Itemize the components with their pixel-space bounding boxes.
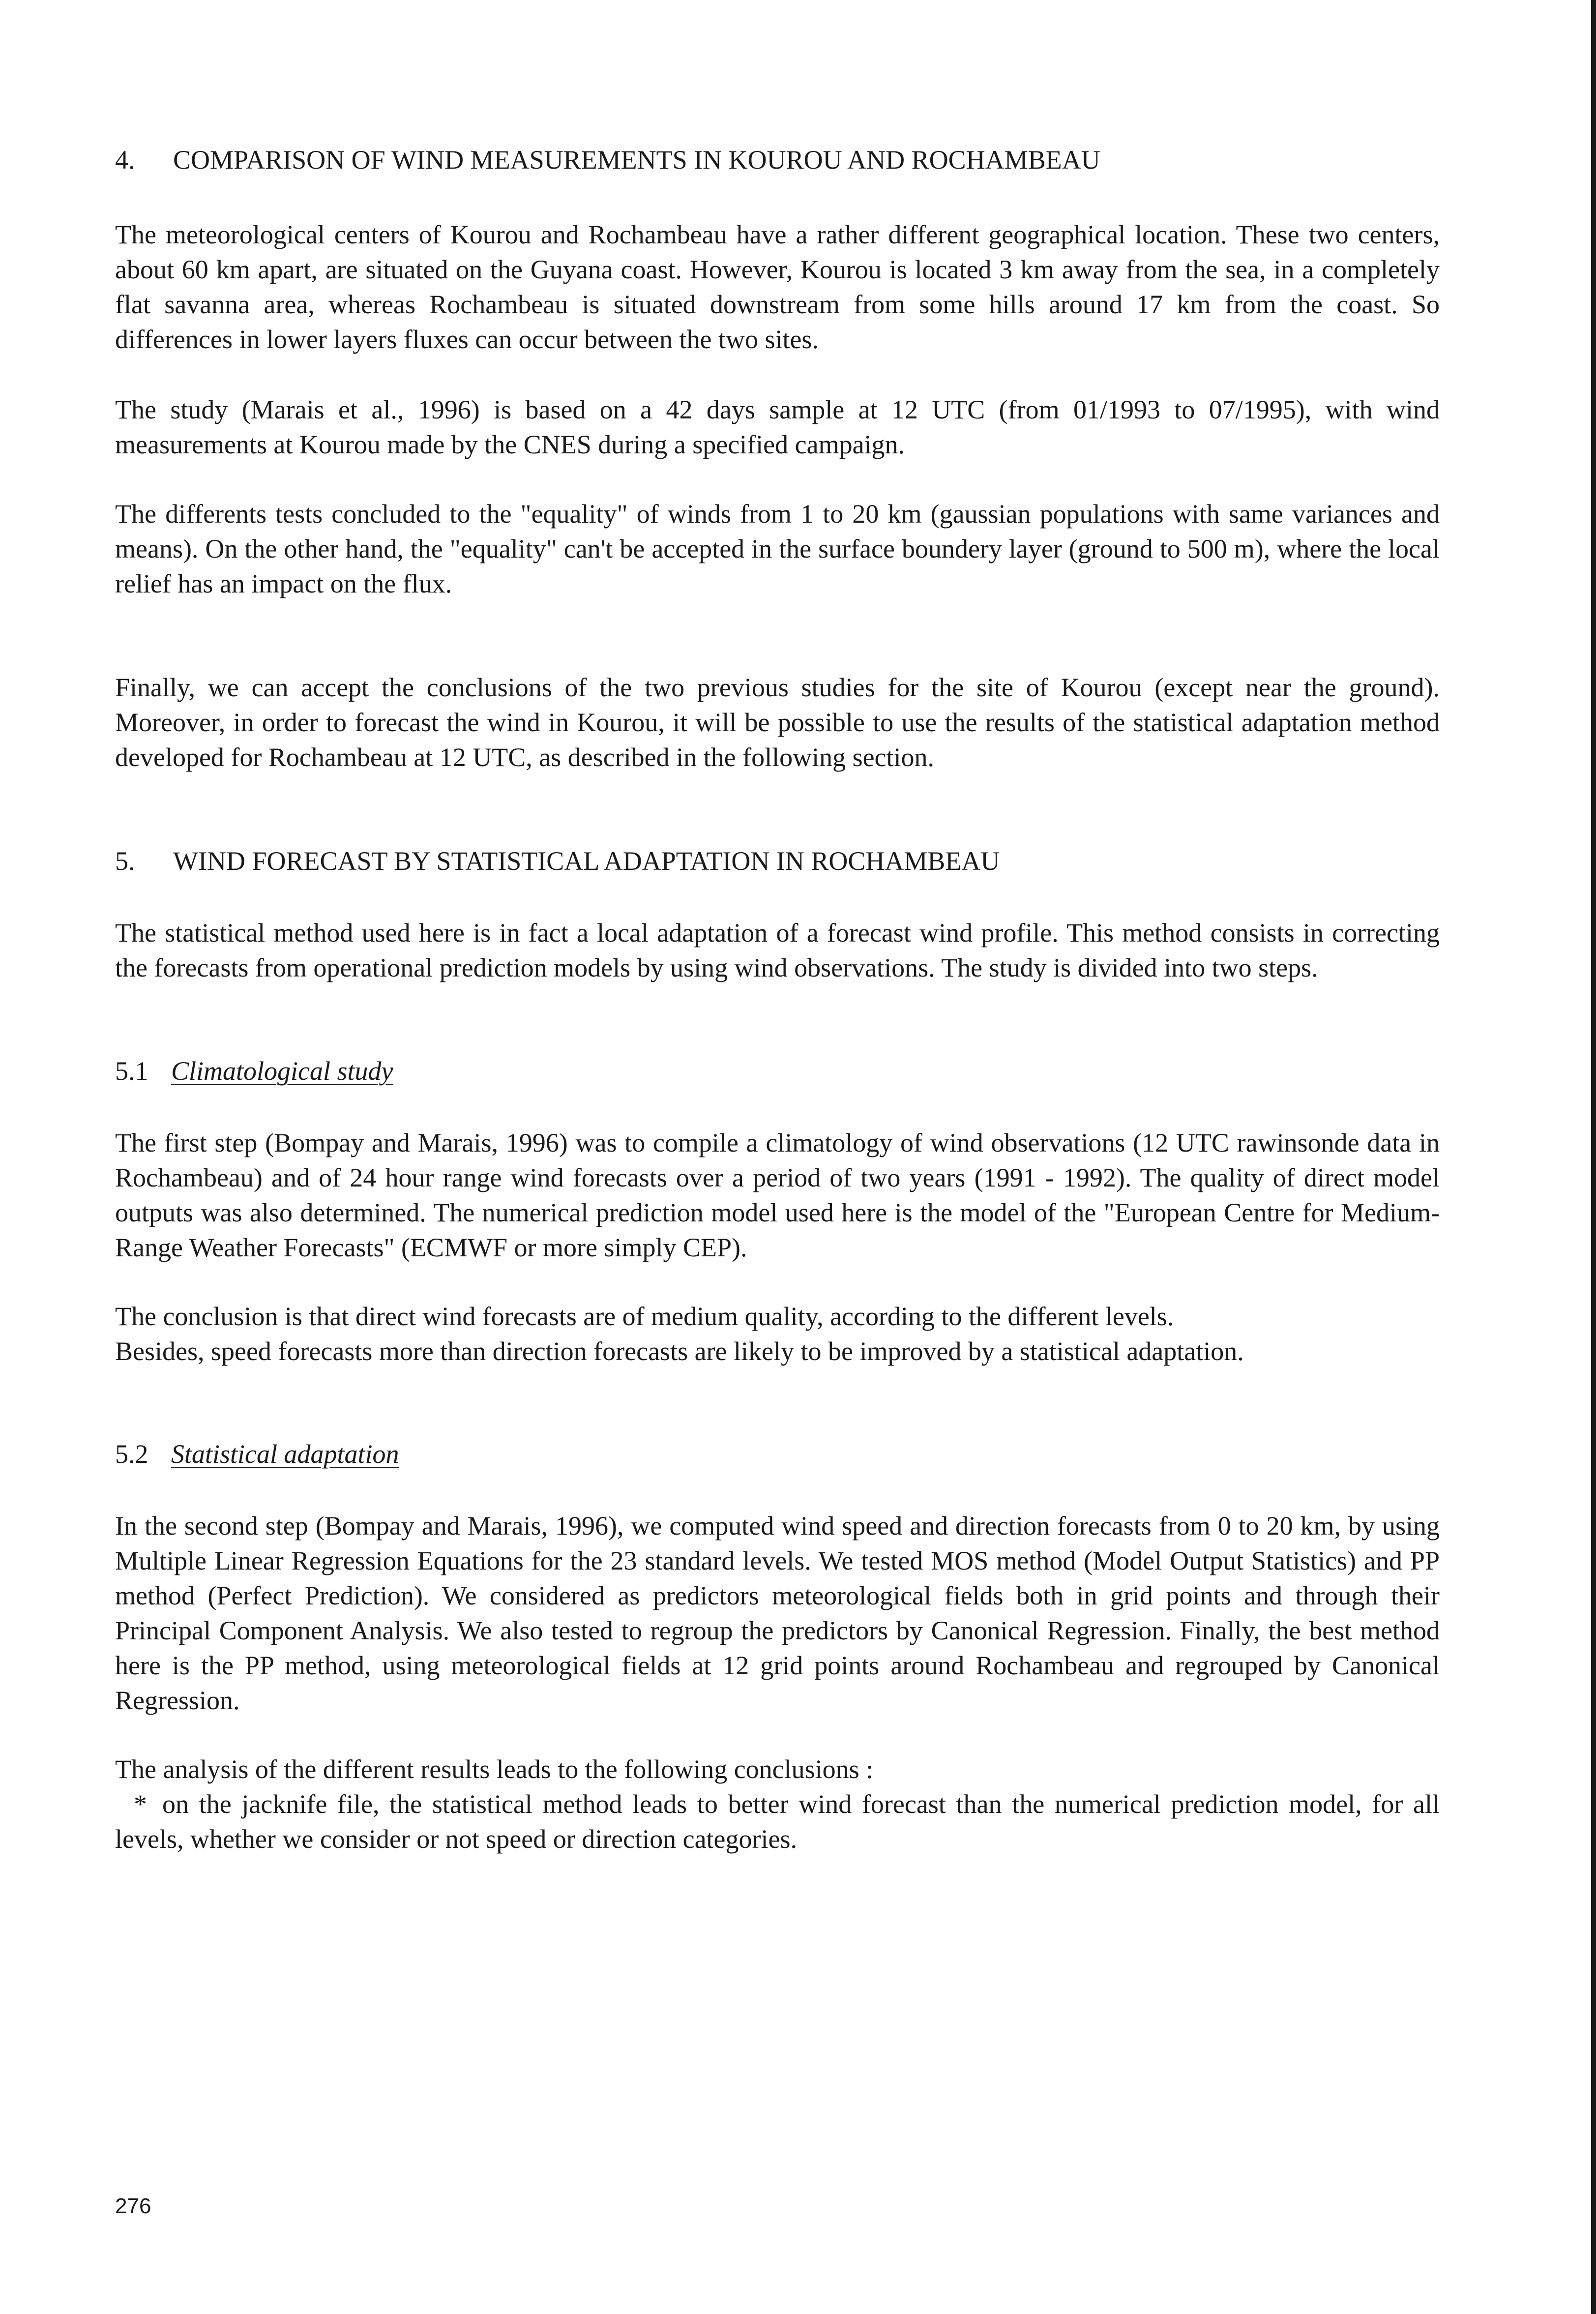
section-5-title: WIND FORECAST BY STATISTICAL ADAPTATION IN ROCHAMBEAU bbox=[173, 846, 1000, 876]
list-item-text: on the jacknife file, the statistical method leads to better wind forecast than the numerical prediction model, for all levels, whether we consider or not speed or direction categories. bbox=[115, 1789, 1440, 1854]
section-5-intro: The statistical method used here is in fact a local adaptation of a forecast wind profile. This method consists in correcting the forecasts from operational prediction models by using wind observations. The study is divided into two steps. bbox=[115, 918, 1440, 982]
subsection-5-1-paragraph-2: The conclusion is that direct wind forecasts are of medium quality, according to the different levels. bbox=[115, 1302, 1174, 1331]
section-5-heading bbox=[115, 845, 1000, 877]
section-4-title: COMPARISON OF WIND MEASUREMENTS IN KOUROU AND ROCHAMBEAU bbox=[173, 145, 1100, 175]
list-item bbox=[115, 1787, 1440, 1857]
subsection-5-1-heading bbox=[115, 1055, 393, 1087]
subsection-5-2-number: 5.2 bbox=[115, 1439, 148, 1469]
page-number: 276 bbox=[115, 2194, 151, 2218]
section-4-paragraph-3: The differents tests concluded to the "equality" of winds from 1 to 20 km (gaussian populations with same variances and means). On the other hand, the "equality" can't be accepted in the surface boundery layer (ground to 500 m), where the local relief has an impact on the flux. bbox=[115, 499, 1440, 598]
section-4-number: 4. bbox=[115, 145, 135, 175]
subsection-5-2-title: Statistical adaptation bbox=[171, 1439, 399, 1469]
section-4-heading bbox=[115, 144, 1100, 176]
subsection-5-2-heading bbox=[115, 1438, 399, 1470]
subsection-5-1-number: 5.1 bbox=[115, 1056, 148, 1086]
subsection-5-1-paragraph-1: The first step (Bompay and Marais, 1996) was to compile a climatology of wind observations (12 UTC rawinsonde data in Rochambeau) and of 24 hour range wind forecasts over a period of two years (1991 - 1992). The quality of direct model outputs was also determined. The numerical prediction model used here is the model of the "European Centre for Medium-Range Weather Forecasts" (ECMWF or more simply CEP). bbox=[115, 1128, 1440, 1262]
section-4-paragraph-1: The meteorological centers of Kourou and Rochambeau have a rather different geographical location. These two centers, about 60 km apart, are situated on the Guyana coast. However, Kourou is located 3 km away from the sea, in a completely flat savanna area, whereas Rochambeau is situated downstream from some hills around 17 km from the coast. So differences in lower layers fluxes can occur between the two sites. bbox=[115, 220, 1440, 354]
section-5-number: 5. bbox=[115, 846, 135, 876]
subsection-5-2-paragraph-1: In the second step (Bompay and Marais, 1996), we computed wind speed and direction forecasts from 0 to 20 km, by using Multiple Linear Regression Equations for the 23 standard levels. We tested MOS method (Model Output Statistics) and PP method (Perfect Prediction). We considered as predictors meteorological fields both in grid points and through their Principal Component Analysis. We also tested to regroup the predictors by Canonical Regression. Finally, the best method here is the PP method, using meteorological fields at 12 grid points around Rochambeau and regrouped by Canonical Regression. bbox=[115, 1511, 1440, 1715]
subsection-5-1-title: Climatological study bbox=[171, 1056, 393, 1086]
section-4-paragraph-2: The study (Marais et al., 1996) is based on a 42 days sample at 12 UTC (from 01/1993 to 07/1995), with wind measurements at Kourou made by the CNES during a specified campaign. bbox=[115, 395, 1440, 459]
subsection-5-2-paragraph-2: The analysis of the different results leads to the following conclusions : bbox=[115, 1754, 874, 1784]
subsection-5-1-paragraph-3: Besides, speed forecasts more than direction forecasts are likely to be improved by a statistical adaptation. bbox=[115, 1336, 1244, 1366]
section-4-paragraph-4: Finally, we can accept the conclusions of the two previous studies for the site of Kourou (except near the ground). Moreover, in order to forecast the wind in Kourou, it will be possible to use the results of the statistical adaptation method developed for Rochambeau at 12 UTC, as described in the following section. bbox=[115, 673, 1440, 772]
bullet-star-icon: * bbox=[134, 1789, 147, 1819]
page-edge-border bbox=[1591, 0, 1596, 2314]
